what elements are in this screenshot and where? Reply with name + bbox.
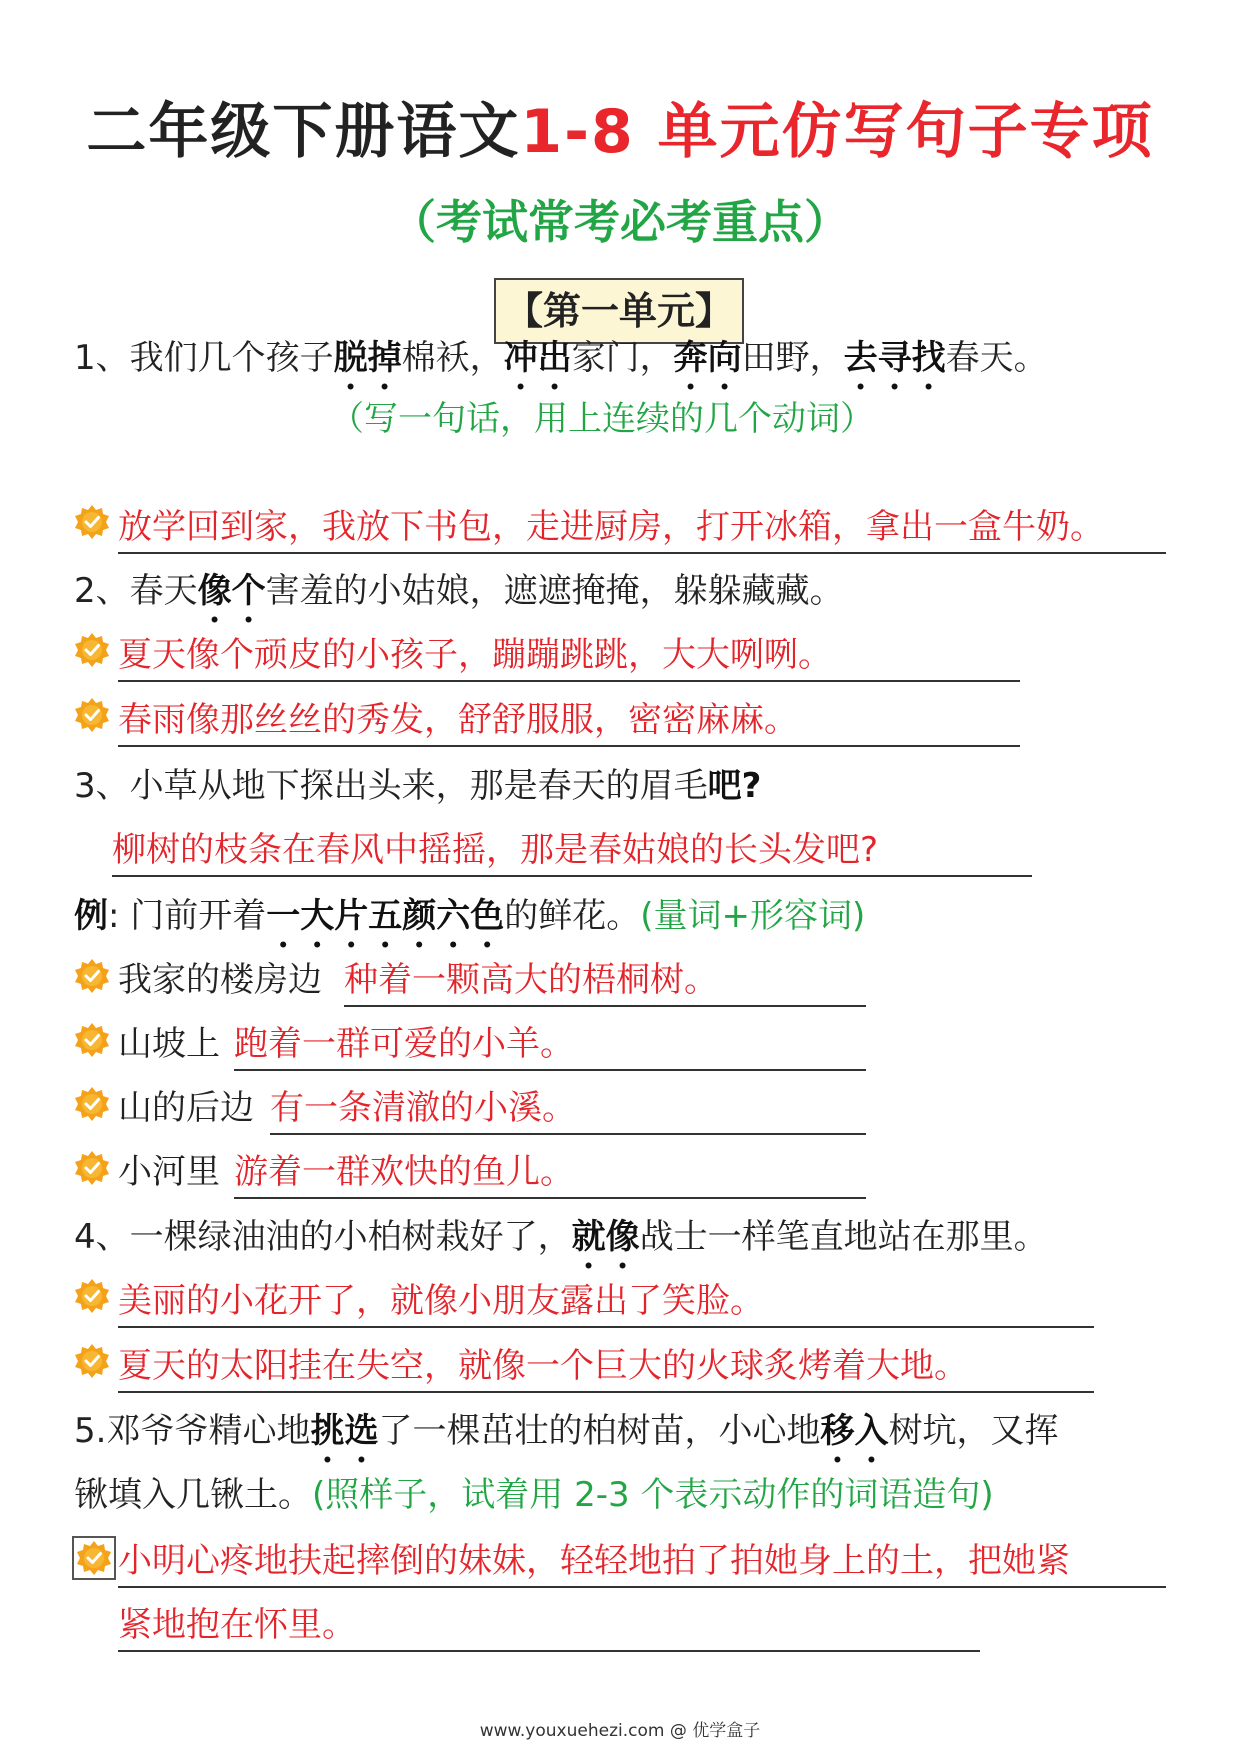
example-item-2-answer: 跑着一群可爱的小羊。 bbox=[234, 1019, 866, 1071]
q5-answer-line-2: 紧地抱在怀里。 bbox=[118, 1600, 980, 1652]
q1-verb-2: 冲出 bbox=[503, 338, 572, 378]
check-badge-icon bbox=[76, 1540, 112, 1576]
question-1 bbox=[74, 333, 1048, 398]
example-sentence bbox=[74, 891, 865, 956]
example-item-1-prefix: 我家的楼房边 bbox=[118, 960, 322, 1000]
question-3 bbox=[74, 761, 761, 811]
q4-post: 战士一样笔直地站在那里。 bbox=[639, 1217, 1048, 1257]
q5-verb-1: 挑选 bbox=[310, 1411, 379, 1451]
q1-part-2: 家门， bbox=[571, 338, 674, 378]
q5-line2: 锹填入几锹土。 bbox=[74, 1475, 312, 1515]
example-item-3-answer: 有一条清澈的小溪。 bbox=[270, 1083, 866, 1135]
q3-keyword: 吧? bbox=[707, 766, 762, 806]
check-badge-icon bbox=[74, 1086, 110, 1122]
check-badge-icon bbox=[74, 1022, 110, 1058]
q1-part-4: 春天。 bbox=[945, 338, 1048, 378]
question-5-line-1 bbox=[74, 1406, 1058, 1471]
q5-mid: 了一棵茁壮的柏树苗，小心地 bbox=[378, 1411, 821, 1451]
example-hint: (量词+形容词) bbox=[640, 896, 866, 936]
q5-verb-2: 移入 bbox=[820, 1411, 889, 1451]
example-post: 的鲜花。 bbox=[504, 896, 641, 936]
q1-hint: （写一句话，用上连续的几个动词） bbox=[330, 399, 874, 439]
q5-post: 树坑，又挥 bbox=[888, 1411, 1059, 1451]
example-item-4-prefix: 小河里 bbox=[118, 1152, 220, 1192]
example-pre: : 门前开着 bbox=[108, 896, 267, 936]
check-badge-icon bbox=[74, 1343, 110, 1379]
q5-pre: 5.邓爷爷精心地 bbox=[74, 1411, 311, 1451]
q4-pre: 4、一棵绿油油的小柏树栽好了， bbox=[74, 1217, 572, 1257]
q1-verb-1: 脱掉 bbox=[333, 338, 402, 378]
q2-post: 害羞的小姑娘，遮遮掩掩，躲躲藏藏。 bbox=[265, 571, 844, 611]
example-item-4-answer: 游着一群欢快的鱼儿。 bbox=[234, 1147, 866, 1199]
title-black: 二年级下册语文 bbox=[86, 97, 521, 167]
q1-part-1: 棉袄， bbox=[401, 338, 504, 378]
example-item-1-answer: 种着一颗高大的梧桐树。 bbox=[344, 955, 866, 1007]
unit-label: 【第一单元】 bbox=[494, 278, 744, 344]
check-badge-icon bbox=[74, 958, 110, 994]
q4-answer-1: 美丽的小花开了，就像小朋友露出了笑脸。 bbox=[118, 1276, 1094, 1328]
q1-verb-3: 奔向 bbox=[673, 338, 742, 378]
check-badge-icon bbox=[74, 632, 110, 668]
q2-pre: 2、春天 bbox=[74, 571, 198, 611]
q1-part-3: 田野， bbox=[741, 338, 844, 378]
question-5-line-2 bbox=[74, 1470, 994, 1520]
page-subtitle: （考试常考必考重点） bbox=[390, 195, 850, 249]
q4-answer-2: 夏天的太阳挂在失空，就像一个巨大的火球炙烤着大地。 bbox=[118, 1341, 1094, 1393]
question-2 bbox=[74, 566, 844, 631]
q4-keyword: 就像 bbox=[571, 1217, 640, 1257]
check-badge-icon bbox=[74, 697, 110, 733]
page-title bbox=[0, 92, 1240, 172]
q1-number: 1、我们几个孩子 bbox=[74, 338, 334, 378]
example-keyword: 一大片五颜六色 bbox=[266, 896, 505, 936]
question-4 bbox=[74, 1212, 1048, 1277]
example-item-2-prefix: 山坡上 bbox=[118, 1024, 220, 1064]
q2-answer-2: 春雨像那丝丝的秀发，舒舒服服，密密麻麻。 bbox=[118, 695, 1020, 747]
footer-watermark: www.youxuehezi.com @ 优学盒子 bbox=[479, 1721, 761, 1741]
check-badge-icon bbox=[74, 1278, 110, 1314]
q3-pre: 3、小草从地下探出头来，那是春天的眉毛 bbox=[74, 766, 708, 806]
q2-keyword: 像个 bbox=[197, 571, 266, 611]
example-item-3-prefix: 山的后边 bbox=[118, 1088, 254, 1128]
q5-hint: (照样子，试着用 2-3 个表示动作的词语造句) bbox=[312, 1475, 994, 1515]
q5-answer-line-1: 小明心疼地扶起摔倒的妹妹，轻轻地拍了拍她身上的土，把她紧 bbox=[118, 1536, 1166, 1588]
example-label: 例 bbox=[74, 896, 108, 936]
check-badge-icon bbox=[74, 504, 110, 540]
q1-verb-4: 去寻找 bbox=[843, 338, 946, 378]
q3-answer: 柳树的枝条在春风中摇摇，那是春姑娘的长头发吧? bbox=[112, 825, 1032, 877]
q2-answer-1: 夏天像个顽皮的小孩子，蹦蹦跳跳，大大咧咧。 bbox=[118, 630, 1020, 682]
q1-answer: 放学回到家，我放下书包，走进厨房，打开冰箱，拿出一盒牛奶。 bbox=[118, 502, 1166, 554]
title-red: 1-8 单元仿写句子专项 bbox=[520, 97, 1154, 167]
check-badge-icon bbox=[74, 1150, 110, 1186]
